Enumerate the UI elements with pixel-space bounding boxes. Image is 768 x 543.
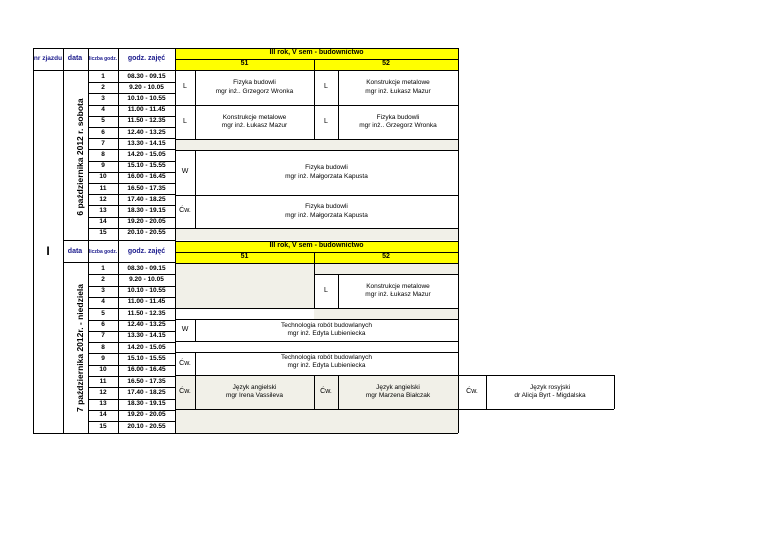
day1-hour-time: 17.40 - 18.25: [127, 195, 166, 203]
d2-d-teacher: mgr Irena Vassileva: [226, 392, 283, 399]
d1-a-teacher: mgr inż.. Grzegorz Wronka: [215, 87, 294, 95]
day1-hour-time: 11.50 - 12.35: [127, 117, 166, 125]
day2-hour-number: 14: [99, 411, 107, 419]
day2-hour-number: 3: [101, 287, 105, 295]
gray-block-day1-7: [175, 139, 458, 150]
grid-line: [175, 308, 458, 309]
grid-line: [614, 375, 615, 409]
d1-a-subject: Fizyka budowli: [233, 79, 276, 87]
grid-line: [175, 228, 458, 229]
liczba-godz-header: liczba godz.: [88, 55, 118, 62]
group-52-header-2: 52: [382, 253, 390, 261]
d2-a-teacher: mgr inż. Łukasz Mazur: [365, 291, 431, 298]
gray-block-day2-1-2-52: [314, 263, 458, 274]
grid-line: [175, 341, 458, 342]
day1-hour-number: 2: [101, 83, 105, 91]
day2-hour-time: 12.40 - 13.25: [127, 321, 166, 329]
day1-hour-time: 16.50 - 17.35: [127, 184, 166, 192]
d1-e-info: [195, 150, 458, 195]
day1-hour-number: 7: [101, 139, 105, 147]
day2-hour-number: 10: [99, 366, 107, 374]
d1-e-type: W: [181, 168, 189, 176]
godz-zajec-header-2: godz. zajęć: [127, 247, 166, 255]
day2-hour-number: 6: [101, 321, 105, 329]
d2-f-type: Ćw.: [466, 387, 478, 395]
day1-hour-number: 3: [101, 94, 105, 102]
d2-b-teacher: mgr inż. Edyta Lubieniecka: [287, 330, 366, 337]
day2-hour-time: 16.00 - 16.45: [127, 366, 166, 374]
nr-zjazdu-header: nr zjazdu: [33, 54, 63, 62]
day2-hour-number: 15: [99, 422, 107, 430]
day1-hour-time: 14.20 - 15.05: [127, 150, 166, 158]
group-52-header: 52: [382, 60, 390, 68]
day2-hour-number: 12: [99, 388, 107, 396]
day2-hour-time: 19.20 - 20.05: [127, 411, 166, 419]
day1-hour-time: 18.30 - 19.15: [127, 206, 166, 214]
d2-b-type: W: [181, 325, 189, 333]
day1-hour-number: 9: [101, 162, 105, 170]
day1-hour-time: 12.40 - 13.25: [127, 128, 166, 136]
day2-hour-time: 14.20 - 15.05: [127, 343, 166, 351]
d1-a-info: [195, 70, 314, 105]
d2-e-teacher: mgr Marzena Białczak: [365, 392, 431, 399]
d2-c-teacher: mgr inż. Edyta Lubieniecka: [287, 362, 366, 370]
day1-hour-number: 14: [99, 218, 107, 226]
day2-hour-time: 17.40 - 18.25: [127, 388, 166, 396]
day2-hour-number: 8: [101, 343, 105, 351]
d1-b-type: L: [324, 83, 328, 91]
grid-line: [175, 139, 458, 140]
day1-hour-time: 16.00 - 16.45: [127, 173, 166, 181]
day1-hour-time: 19.20 - 20.05: [127, 218, 166, 226]
day1-hour-number: 1: [101, 72, 105, 80]
day2-hour-time: 13.30 - 14.15: [127, 332, 166, 340]
d2-d-subject: Język angielski: [232, 383, 277, 391]
d1-b-teacher: mgr inż. Łukasz Mazur: [365, 87, 431, 95]
day1-hour-time: 10.10 - 10.55: [127, 94, 166, 102]
d1-c-subject: Konstrukcje metalowe: [222, 113, 287, 121]
day1-hour-number: 4: [101, 106, 105, 114]
day2-hour-number: 4: [101, 298, 105, 306]
date-day1: 6 października 2012 r. sobota: [75, 98, 85, 216]
grid-line: [175, 263, 458, 264]
day1-hour-number: 15: [99, 229, 107, 237]
d1-f-type: Ćw.: [179, 207, 191, 215]
d2-e-type: Ćw.: [320, 387, 332, 395]
d1-d-teacher: mgr inż.. Grzegorz Wronka: [359, 122, 437, 129]
gray-block-day1-15: [175, 228, 458, 240]
d1-a-type: L: [183, 83, 187, 91]
d2-a-subject: Konstrukcje metalowe: [366, 282, 430, 290]
group-51-header-2: 51: [240, 253, 249, 261]
d2-b-info: [195, 319, 458, 341]
day2-hour-time: 16.50 - 17.35: [127, 377, 166, 385]
day2-hour-number: 2: [101, 275, 105, 283]
day1-hour-number: 11: [99, 184, 107, 192]
day2-hour-time: 15.10 - 15.55: [127, 354, 166, 362]
grid-line: [33, 433, 458, 434]
gray-block-day2-5-52: [314, 308, 458, 319]
day2-hour-number: 9: [101, 354, 105, 362]
d2-a-info: [338, 274, 458, 308]
d1-c-teacher: mgr inż. Łukasz Mazur: [221, 122, 288, 129]
day2-hour-time: 10.10 - 10.55: [127, 287, 166, 295]
d1-b-info: [338, 70, 458, 105]
day2-hour-number: 5: [101, 309, 105, 317]
d1-e-subject: Fizyka budowli: [305, 164, 348, 172]
day1-hour-number: 6: [101, 128, 105, 136]
day2-hour-time: 11.00 - 11.45: [127, 298, 166, 306]
d2-d-info: [195, 375, 314, 409]
d2-e-info: [338, 375, 458, 409]
day1-hour-number: 8: [101, 150, 105, 158]
d2-c-subject: Technologia robót budowlanych: [280, 354, 373, 361]
day2-hour-time: 20.10 - 20.55: [127, 422, 166, 430]
rok-title-2: III rok, V sem - budownictwo: [269, 242, 364, 250]
day1-hour-number: 12: [99, 195, 107, 203]
d2-f-teacher: dr Alicja Byrt - Migdalska: [514, 392, 586, 399]
d1-c-info: [195, 105, 314, 139]
d2-f-subject: Język rosyjski: [529, 383, 571, 391]
grid-line: [458, 409, 614, 410]
zjazd-number: I: [46, 243, 50, 258]
day2-hour-time: 11.50 - 12.35: [127, 309, 166, 317]
day1-hour-number: 10: [99, 173, 107, 181]
d2-a-type: L: [324, 286, 328, 294]
d2-c-type: Ćw.: [179, 359, 191, 367]
day2-hour-number: 11: [99, 377, 107, 385]
day1-hour-time: 11.00 - 11.45: [127, 106, 166, 114]
d1-d-subject: Fizyka budowli: [376, 113, 420, 121]
day2-hour-time: 18.30 - 19.15: [127, 400, 166, 408]
d1-e-teacher: mgr inż. Małgorzata Kapusta: [285, 172, 368, 180]
grid-line: [175, 409, 458, 410]
d1-f-info: [195, 195, 458, 228]
day1-hour-time: 9.20 - 10.05: [129, 83, 164, 91]
day1-hour-number: 5: [101, 117, 105, 125]
rok-title: III rok, V sem - budownictwo: [269, 49, 364, 57]
d1-c-type: L: [183, 117, 187, 125]
day1-hour-number: 13: [99, 206, 107, 214]
day2-hour-number: 1: [101, 264, 105, 272]
d2-c-info: [195, 352, 458, 376]
d1-d-info: [338, 105, 458, 139]
d2-d-type: Ćw.: [179, 387, 191, 395]
d1-d-type: L: [324, 117, 328, 125]
day1-hour-time: 13.30 - 14.15: [127, 139, 166, 147]
d2-f-info: [486, 375, 614, 409]
d1-f-teacher: mgr inż. Małgorzata Kapusta: [285, 211, 368, 219]
d2-e-subject: Język angielski: [376, 383, 420, 391]
liczba-godz-header-2: liczba godz.: [88, 248, 118, 255]
d1-b-subject: Konstrukcje metalowe: [366, 79, 430, 87]
d2-b-subject: Technologia robót budowlanych: [280, 321, 373, 329]
godz-zajec-header: godz. zajęć: [127, 54, 166, 62]
gray-block-day2-1-5: [175, 263, 314, 308]
d1-f-subject: Fizyka budowli: [305, 203, 348, 211]
data-header-2: data: [67, 247, 83, 255]
day2-hour-number: 7: [101, 332, 105, 340]
data-header: data: [67, 54, 83, 62]
day1-hour-time: 15.10 - 15.55: [127, 162, 166, 170]
day2-hour-time: 08.30 - 09.15: [127, 264, 166, 272]
day2-hour-time: 9.20 - 10.05: [129, 275, 164, 283]
day1-hour-time: 20.10 - 20.55: [127, 229, 166, 237]
day1-hour-time: 08.30 - 09.15: [127, 72, 166, 80]
day2-hour-number: 13: [99, 400, 107, 408]
date-day2: 7 października 2012r. - niedziela: [75, 283, 85, 413]
group-51-header: 51: [240, 60, 249, 68]
